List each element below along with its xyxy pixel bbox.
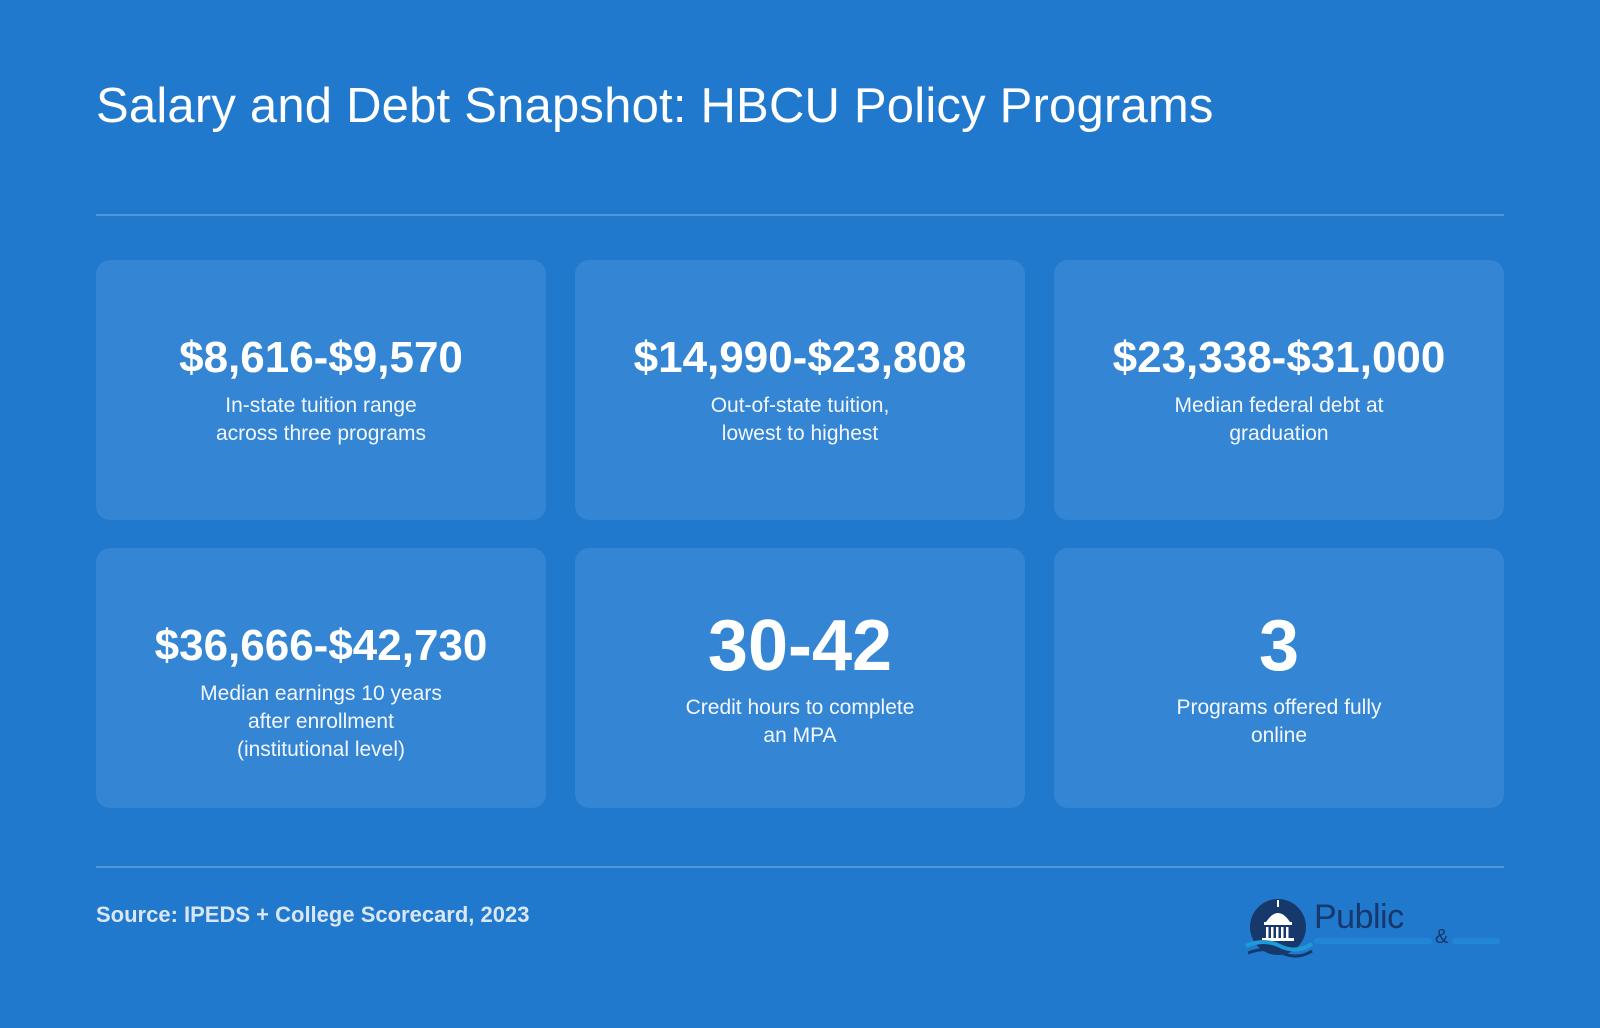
logo-ampersand: &: [1435, 926, 1449, 948]
stat-value: $14,990-$23,808: [633, 333, 967, 382]
stats-grid: [96, 260, 1504, 808]
stat-card-online-programs: [1054, 548, 1504, 808]
logo-wordmark: Public: [1314, 898, 1404, 936]
stat-card-median-debt: [1054, 260, 1504, 520]
publisher-logo: [1244, 896, 1504, 960]
capitol-dome-icon: [1244, 896, 1314, 960]
source-note: Source: IPEDS + College Scorecard, 2023: [96, 902, 530, 927]
bottom-divider: [96, 866, 1504, 868]
stat-label: Out-of-state tuition, lowest to highest: [710, 394, 890, 445]
stat-card-out-of-state-tuition: [575, 260, 1025, 520]
stat-label: In-state tuition range across three programs: [215, 394, 427, 445]
stat-card-in-state-tuition: [96, 260, 546, 520]
logo-subtext-bar: [1452, 938, 1500, 944]
stat-card-median-earnings: [96, 548, 546, 808]
page-title: Salary and Debt Snapshot: HBCU Policy Programs: [96, 79, 1214, 133]
stat-label: Median federal debt at graduation: [1174, 394, 1384, 445]
stat-value: $8,616-$9,570: [179, 333, 463, 382]
stat-value: 3: [1258, 606, 1300, 686]
logo-subtext-bar: [1314, 938, 1432, 944]
stat-label: Median earnings 10 years after enrollment (institutional level): [200, 682, 442, 761]
stat-value: $23,338-$31,000: [1112, 333, 1446, 382]
stat-label: Programs offered fully online: [1176, 696, 1382, 747]
stat-value: $36,666-$42,730: [154, 621, 488, 670]
stat-value: 30-42: [707, 606, 893, 686]
stat-label: Credit hours to complete an MPA: [685, 696, 915, 747]
top-divider: [96, 214, 1504, 216]
stat-card-credit-hours: [575, 548, 1025, 808]
